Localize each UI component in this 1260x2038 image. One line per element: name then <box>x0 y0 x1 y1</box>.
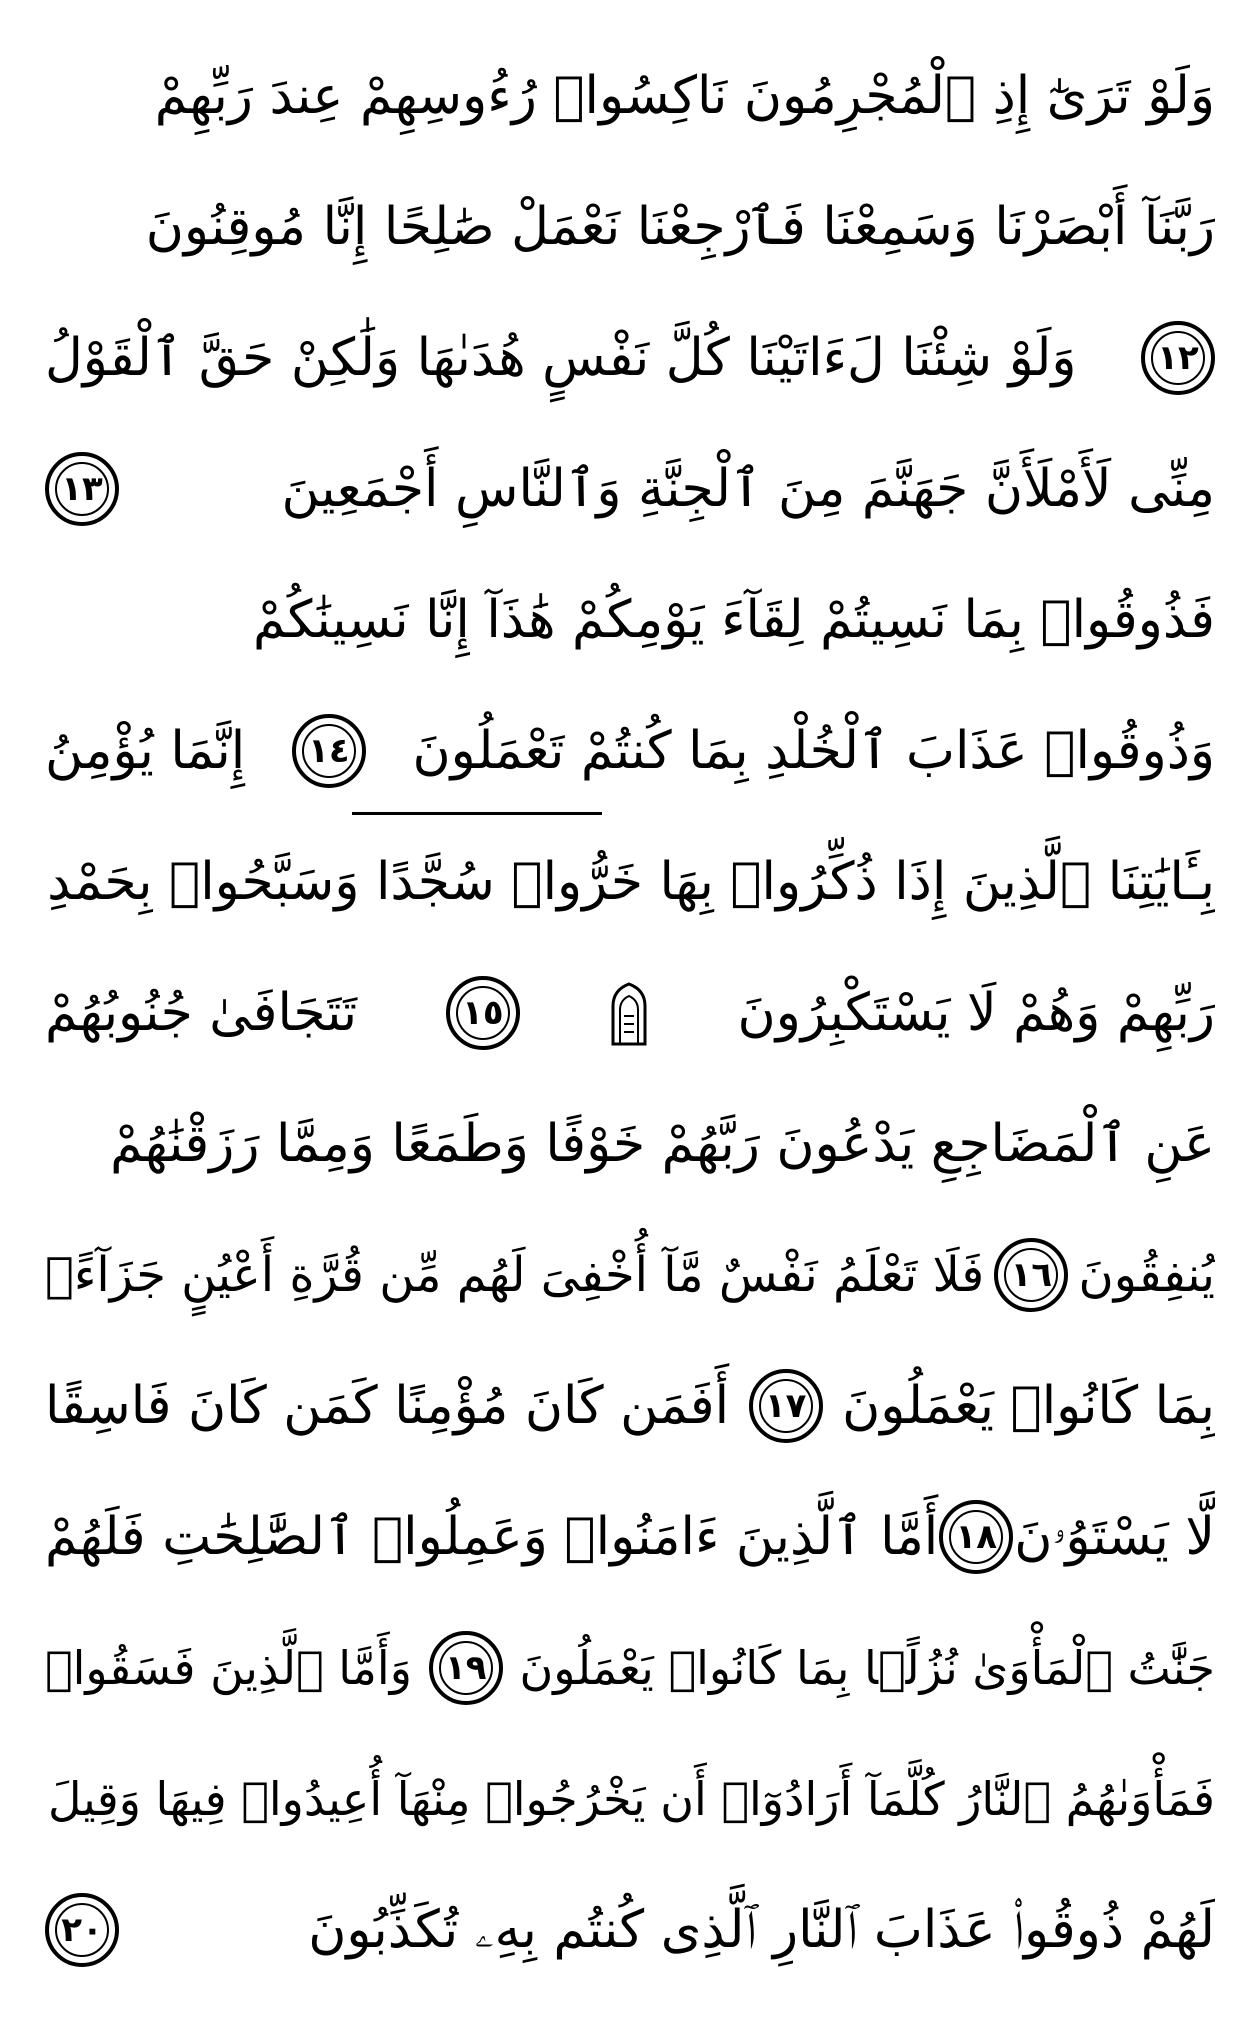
line-text: جَنَّٰتُ ٱلْمَأْوَىٰ نُزُلًۢا بِمَا كَانُوا۟ يَعْمَلُونَ <box>519 1640 1215 1695</box>
text-line <box>45 1864 1215 1995</box>
line-text: أَمَّا ٱلَّذِينَ ءَامَنُوا۟ وَعَمِلُوا۟ ٱلصَّٰلِحَٰتِ فَلَهُمْ <box>45 1506 939 1567</box>
line-text: تَتَجَافَىٰ جُنُوبُهُمْ <box>45 982 358 1043</box>
text-line <box>45 816 1215 947</box>
line-text: لَّا يَسْتَوُۥنَ <box>1014 1506 1215 1567</box>
line-text: وَلَوْ شِئْنَا لَءَاتَيْنَا كُلَّ نَفْسٍ هُدَىٰهَا وَلَٰكِنْ حَقَّ ٱلْقَوْلُ <box>45 327 1077 388</box>
verse-number-marker: ١٨ <box>939 1500 1013 1574</box>
line-text: فَلَا تَعْلَمُ نَفْسٌ مَّآ أُخْفِىَ لَهُم مِّن قُرَّةِ أَعْيُنٍ جَزَآءًۢ <box>45 1246 985 1303</box>
text-line <box>45 947 1215 1078</box>
text-line <box>45 1340 1215 1471</box>
text-line <box>45 1471 1215 1602</box>
line-text: رَبَّنَآ أَبْصَرْنَا وَسَمِعْنَا فَٱرْجِعْنَا نَعْمَلْ صَٰلِحًا إِنَّا مُوقِنُونَ <box>145 196 1215 257</box>
line-text: فَذُوقُوا۟ بِمَا نَسِيتُمْ لِقَآءَ يَوْمِكُمْ هَٰذَآ إِنَّا نَسِينَٰكُمْ <box>252 589 1215 650</box>
line-text: عَنِ ٱلْمَضَاجِعِ يَدْعُونَ رَبَّهُمْ خَوْفًا وَطَمَعًا وَمِمَّا رَزَقْنَٰهُمْ <box>110 1113 1215 1174</box>
text-line <box>45 30 1215 161</box>
line-text: وَذُوقُوا۟ عَذَابَ ٱلْخُلْدِ بِمَا كُنتُمْ تَعْمَلُونَ <box>412 720 1215 781</box>
text-line <box>45 423 1215 554</box>
verse-number-marker: ١٤ <box>292 714 366 788</box>
line-text: لَهُمْ ذُوقُوا۟ عَذَابَ ٱلنَّارِ ٱلَّذِى كُنتُم بِهِۦ تُكَذِّبُونَ <box>308 1899 1215 1960</box>
verse-number-marker: ١٢ <box>1141 321 1215 395</box>
text-line <box>45 1602 1215 1733</box>
text-line <box>45 161 1215 292</box>
sajda-overline <box>352 812 602 815</box>
sajda-mihrab-icon <box>609 980 649 1046</box>
text-line <box>45 554 1215 685</box>
line-text: وَأَمَّا ٱلَّذِينَ فَسَقُوا۟ <box>45 1640 412 1695</box>
line-text: بِـَٔايَٰتِنَا ٱلَّذِينَ إِذَا ذُكِّرُوا۟ بِهَا خَرُّوا۟ سُجَّدًا وَسَبَّحُوا۟ بِحَمْدِ <box>47 851 1215 912</box>
verse-number-marker: ١٧ <box>749 1369 823 1443</box>
text-line <box>45 1078 1215 1209</box>
line-text: أَفَمَن كَانَ مُؤْمِنًا كَمَن كَانَ فَاسِقًا <box>45 1375 730 1436</box>
verse-number-marker: ١٣ <box>45 452 119 526</box>
line-text: وَلَوْ تَرَىٰٓ إِذِ ٱلْمُجْرِمُونَ نَاكِسُوا۟ رُءُوسِهِمْ عِندَ رَبِّهِمْ <box>154 65 1215 126</box>
verse-lines <box>45 30 1215 1995</box>
verse-number-marker: ١٥ <box>446 976 520 1050</box>
text-line <box>45 1733 1215 1864</box>
verse-number-marker: ٢٠ <box>45 1893 119 1967</box>
text-line <box>45 292 1215 423</box>
line-text: بِمَا كَانُوا۟ يَعْمَلُونَ <box>842 1375 1215 1436</box>
text-line <box>45 685 1215 816</box>
line-text: يُنفِقُونَ <box>1078 1246 1215 1303</box>
text-line <box>45 1209 1215 1340</box>
line-text: فَمَأْوَىٰهُمُ ٱلنَّارُ كُلَّمَآ أَرَادُوٓا۟ أَن يَخْرُجُوا۟ مِنْهَآ أُعِيدُوا۟ فِيهَا وَقِيلَ <box>48 1771 1215 1826</box>
line-text: رَبِّهِمْ وَهُمْ لَا يَسْتَكْبِرُونَ <box>737 982 1215 1043</box>
line-text: مِنِّى لَأَمْلَأَنَّ جَهَنَّمَ مِنَ ٱلْجِنَّةِ وَٱلنَّاسِ أَجْمَعِينَ <box>281 458 1215 519</box>
verse-number-marker: ١٩ <box>429 1631 503 1705</box>
verse-number-marker: ١٦ <box>994 1238 1068 1312</box>
line-text: إِنَّمَا يُؤْمِنُ <box>45 720 246 781</box>
